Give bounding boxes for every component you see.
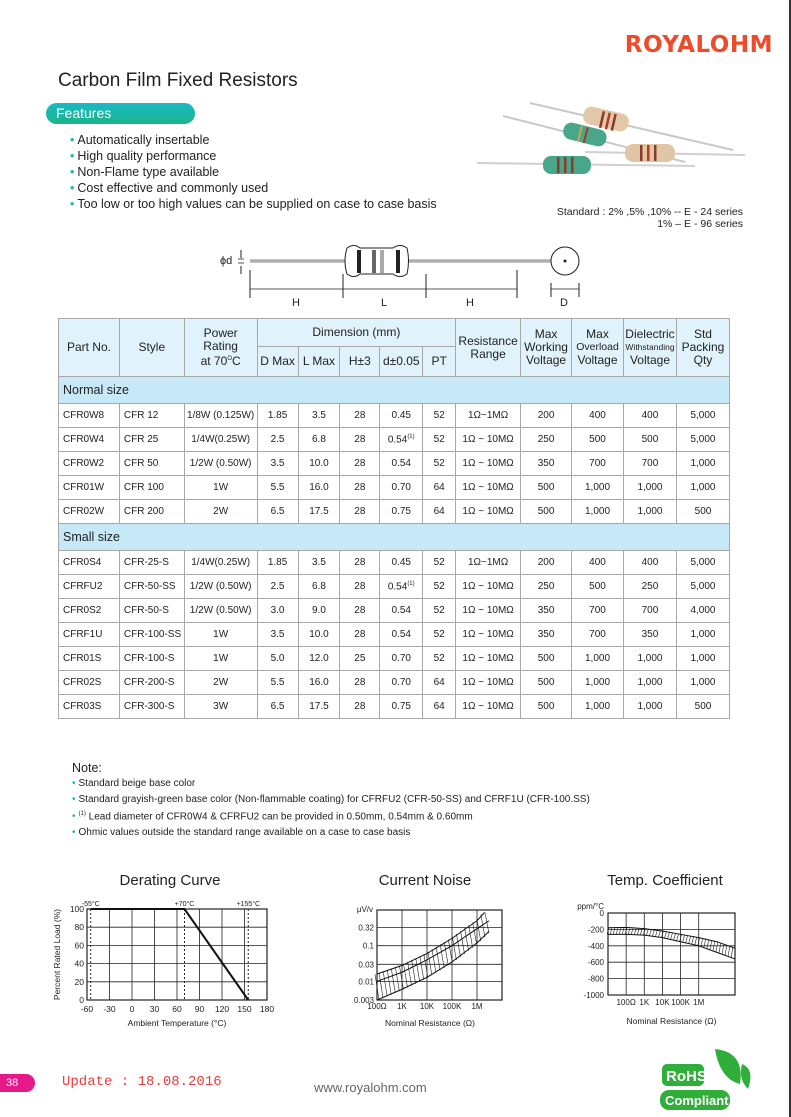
- cell-power: 1W: [184, 623, 257, 647]
- cell-dwv: 400: [623, 551, 676, 575]
- table-row: [59, 647, 730, 671]
- note-item: • Ohmic values outside the standard range available on a case to case basis: [72, 826, 411, 838]
- table-row: [59, 428, 730, 452]
- header-h: H±3: [340, 347, 380, 377]
- cell-dwv: 1,000: [623, 647, 676, 671]
- cell-lmax: 6.8: [298, 428, 340, 452]
- y-tick-label: -200: [587, 925, 604, 935]
- cell-part: CFRF1U: [59, 623, 120, 647]
- cell-part: CFR02S: [59, 671, 120, 695]
- y-tick-label: -1000: [583, 991, 604, 1000]
- header-resistance-range: Resistance Range: [456, 319, 521, 377]
- cell-part: CFR01S: [59, 647, 120, 671]
- cell-h: 28: [340, 671, 380, 695]
- y-tick-label: 80: [74, 922, 84, 933]
- cell-pt: 52: [423, 623, 456, 647]
- bullet-icon: •: [70, 197, 75, 211]
- note-item: • $^{(1)}$ Lead diameter of CFR0W4 & CFRFU2 can be provided in 0.50mm, 0.54mm & 0.60mm: [72, 811, 473, 823]
- noise-chart: [320, 895, 520, 1035]
- cell-mov: 1,000: [572, 695, 624, 719]
- cell-mwv: 350: [521, 623, 572, 647]
- table-row: [59, 575, 730, 599]
- cell-pt: 52: [423, 599, 456, 623]
- footnote-marker: (1): [407, 433, 415, 440]
- cell-d: 0.70: [380, 647, 423, 671]
- group-label: Small size: [59, 524, 730, 551]
- notes-title: Note:: [72, 761, 102, 775]
- cell-pt: 52: [423, 452, 456, 476]
- cell-range: 1Ω ~ 10MΩ: [456, 476, 521, 500]
- cell-d: 0.54: [380, 623, 423, 647]
- cell-range: 1Ω ~ 10MΩ: [456, 428, 521, 452]
- bullet-icon: •: [70, 181, 75, 195]
- cell-mov: 700: [572, 452, 624, 476]
- cell-dmax: 5.0: [257, 647, 298, 671]
- group-header-row: [59, 524, 730, 551]
- cell-part: CFR0S4: [59, 551, 120, 575]
- rohs-compliant-badge: [650, 1044, 760, 1114]
- update-date: Update : 18.08.2016: [62, 1074, 222, 1090]
- cell-dwv: 700: [623, 599, 676, 623]
- cell-part: CFRFU2: [59, 575, 120, 599]
- dimension-label-h: H: [292, 297, 300, 309]
- cell-mwv: 500: [521, 695, 572, 719]
- table-row: [59, 452, 730, 476]
- cell-qty: 1,000: [676, 476, 729, 500]
- cell-range: 1Ω ~ 10MΩ: [456, 575, 521, 599]
- leaf-icon: [741, 1064, 751, 1089]
- cell-lmax: 3.5: [298, 404, 340, 428]
- cell-range: 1Ω ~ 10MΩ: [456, 623, 521, 647]
- cell-mwv: 200: [521, 551, 572, 575]
- cell-power: 1/2W (0.50W): [184, 575, 257, 599]
- brand-logo: ROYALOHM: [624, 32, 773, 58]
- cell-dmax: 1.85: [257, 404, 298, 428]
- y-tick-label: -600: [587, 958, 604, 968]
- resistor-beige-1: [530, 103, 733, 150]
- x-tick-label: 150: [237, 1004, 252, 1014]
- x-tick-label: 90: [194, 1004, 205, 1014]
- cell-range: 1Ω ~ 10MΩ: [456, 671, 521, 695]
- y-tick-label: 100: [69, 904, 84, 914]
- bullet-icon: •: [70, 133, 75, 147]
- cell-dwv: 1,000: [623, 500, 676, 524]
- cell-qty: 4,000: [676, 599, 729, 623]
- y-tick-label: 0: [599, 909, 604, 918]
- features-list: [70, 132, 437, 212]
- x-tick-label: 10K: [655, 998, 670, 1007]
- y-tick-label: 0.03: [358, 960, 374, 970]
- cell-range: 1Ω~1MΩ: [456, 551, 521, 575]
- x-tick-label: 120: [214, 1004, 230, 1014]
- cell-dmax: 5.5: [257, 671, 298, 695]
- table-row: [59, 500, 730, 524]
- cell-part: CFR0S2: [59, 599, 120, 623]
- cell-d: 0.75: [380, 695, 423, 719]
- phi-d-label: ϕd: [220, 255, 233, 267]
- cell-h: 28: [340, 428, 380, 452]
- cell-mwv: 500: [521, 500, 572, 524]
- bullet-icon: •: [70, 165, 75, 179]
- cell-lmax: 16.0: [298, 476, 340, 500]
- cell-d: 0.54: [380, 452, 423, 476]
- cell-style: CFR-50-S: [119, 599, 184, 623]
- cell-style: CFR-100-SS: [119, 623, 184, 647]
- x-tick-label: 30: [149, 1004, 160, 1014]
- cell-h: 28: [340, 500, 380, 524]
- cell-qty: 1,000: [676, 623, 729, 647]
- annotation-label: +70°C: [174, 901, 195, 908]
- feature-item: • Automatically insertable: [70, 133, 210, 147]
- cell-pt: 52: [423, 428, 456, 452]
- cell-mov: 400: [572, 551, 624, 575]
- bullet-icon: •: [70, 149, 75, 163]
- cell-qty: 1,000: [676, 671, 729, 695]
- cell-range: 1Ω ~ 10MΩ: [456, 647, 521, 671]
- tempco-chart-title: Temp. Coefficient: [607, 872, 723, 889]
- cell-qty: 5,000: [676, 404, 729, 428]
- dimension-label-d: D: [560, 297, 568, 309]
- y-tick-label: 0.01: [358, 977, 374, 987]
- cell-pt: 52: [423, 551, 456, 575]
- cell-mov: 1,000: [572, 476, 624, 500]
- cell-power: 3W: [184, 695, 257, 719]
- features-heading: Features: [46, 103, 195, 124]
- cell-dmax: 6.5: [257, 695, 298, 719]
- bullet-icon: •: [72, 811, 76, 823]
- cell-dmax: 2.5: [257, 575, 298, 599]
- cell-range: 1Ω ~ 10MΩ: [456, 452, 521, 476]
- annotation-label: -55°C: [81, 901, 100, 908]
- plot-area: [608, 913, 735, 995]
- page-number: 38: [0, 1074, 35, 1092]
- svg-text:RoHS: RoHS: [666, 1068, 707, 1085]
- cell-pt: 52: [423, 575, 456, 599]
- cell-power: 1/4W(0.25W): [184, 551, 257, 575]
- cell-mov: 400: [572, 404, 624, 428]
- bullet-icon: •: [72, 778, 76, 789]
- y-tick-label: 0.32: [358, 923, 374, 933]
- y-axis-label: Percent Rated Load (%): [52, 908, 62, 1001]
- cell-pt: 52: [423, 647, 456, 671]
- y-tick-label: 20: [74, 976, 84, 987]
- cell-qty: 5,000: [676, 575, 729, 599]
- cell-dmax: 6.5: [257, 500, 298, 524]
- group-header-row: [59, 377, 730, 404]
- x-tick-label: 1M: [471, 1002, 483, 1011]
- cell-lmax: 3.5: [298, 551, 340, 575]
- cell-mwv: 250: [521, 575, 572, 599]
- cell-lmax: 17.5: [298, 500, 340, 524]
- cell-style: CFR-300-S: [119, 695, 184, 719]
- cell-style: CFR 200: [119, 500, 184, 524]
- x-tick-label: 100K: [442, 1002, 462, 1011]
- feature-item: • High quality performance: [70, 149, 217, 163]
- y-tick-label: -800: [587, 974, 604, 984]
- note-item: • Standard grayish-green base color (Non-flammable coating) for CFRFU2 (CFR-50-SS) and CFRF1U (CFR-100.SS): [72, 793, 590, 805]
- x-tick-label: 1K: [397, 1002, 407, 1011]
- cell-pt: 64: [423, 671, 456, 695]
- cell-mov: 500: [572, 575, 624, 599]
- cell-d: 0.54$^{(1)}$: [380, 428, 423, 452]
- cell-lmax: 16.0: [298, 671, 340, 695]
- header-packing-qty: Std Packing Qty: [676, 319, 729, 377]
- cell-h: 28: [340, 452, 380, 476]
- cell-range: 1Ω ~ 10MΩ: [456, 599, 521, 623]
- cell-dwv: 350: [623, 623, 676, 647]
- x-tick-label: -60: [80, 1004, 94, 1014]
- cell-lmax: 10.0: [298, 623, 340, 647]
- cell-qty: 5,000: [676, 551, 729, 575]
- spec-table-body: [59, 377, 730, 719]
- x-tick-label: 1K: [639, 998, 650, 1007]
- cell-d: 0.75: [380, 500, 423, 524]
- cell-dmax: 5.5: [257, 476, 298, 500]
- table-row: [59, 404, 730, 428]
- cell-mwv: 500: [521, 671, 572, 695]
- cell-power: 1/4W(0.25W): [184, 428, 257, 452]
- cell-power: 1/2W (0.50W): [184, 599, 257, 623]
- group-label: Normal size: [59, 377, 730, 404]
- x-tick-label: -30: [103, 1004, 116, 1014]
- header-part-no: Part No.: [59, 319, 120, 377]
- cell-part: CFR01W: [59, 476, 120, 500]
- y-tick-label: 60: [74, 940, 84, 951]
- cell-style: CFR 100: [119, 476, 184, 500]
- x-tick-label: 100K: [671, 998, 690, 1007]
- cell-style: CFR-200-S: [119, 671, 184, 695]
- x-tick-label: 0: [129, 1004, 135, 1014]
- cell-range: 1Ω~1MΩ: [456, 404, 521, 428]
- cell-d: 0.54: [380, 599, 423, 623]
- x-tick-label: 100Ω: [616, 998, 636, 1007]
- cell-part: CFR0W2: [59, 452, 120, 476]
- x-axis-label: Nominal Resistance (Ω): [626, 1016, 717, 1026]
- header-pt: PT: [423, 347, 456, 377]
- cell-mov: 500: [572, 428, 624, 452]
- x-axis-label: Nominal Resistance (Ω): [385, 1018, 475, 1028]
- cell-pt: 64: [423, 695, 456, 719]
- bullet-icon: •: [72, 826, 76, 838]
- header-style: Style: [119, 319, 184, 377]
- cell-power: 1W: [184, 647, 257, 671]
- tempco-chart: [550, 895, 750, 1035]
- cell-d: 0.45: [380, 404, 423, 428]
- x-tick-label: 10K: [419, 1002, 435, 1011]
- cell-dwv: 1,000: [623, 671, 676, 695]
- table-row: [59, 623, 730, 647]
- header-dimension: Dimension (mm): [257, 319, 456, 347]
- cell-mwv: 500: [521, 647, 572, 671]
- y-tick-label: 0.1: [362, 941, 374, 951]
- cell-pt: 64: [423, 500, 456, 524]
- y-axis-unit: ppm/°C: [577, 902, 604, 911]
- feature-item: • Non-Flame type available: [70, 165, 220, 179]
- cell-pt: 52: [423, 404, 456, 428]
- cell-power: 1/2W (0.50W): [184, 452, 257, 476]
- annotation-label: +155°C: [236, 901, 261, 908]
- cell-mov: 700: [572, 599, 624, 623]
- table-row: [59, 671, 730, 695]
- cell-mwv: 200: [521, 404, 572, 428]
- dimension-diagram: [210, 238, 590, 310]
- plot-area: [377, 910, 502, 1000]
- cell-dwv: 400: [623, 404, 676, 428]
- cell-mwv: 350: [521, 452, 572, 476]
- cell-power: 2W: [184, 500, 257, 524]
- feature-item: • Cost effective and commonly used: [70, 181, 269, 195]
- cell-mwv: 250: [521, 428, 572, 452]
- cell-style: CFR-50-SS: [119, 575, 184, 599]
- footnote-marker: (1): [407, 580, 415, 587]
- cell-mov: 1,000: [572, 671, 624, 695]
- cell-mov: 700: [572, 623, 624, 647]
- cell-d: 0.54$^{(1)}$: [380, 575, 423, 599]
- cell-style: CFR 12: [119, 404, 184, 428]
- cell-qty: 1,000: [676, 452, 729, 476]
- cell-mov: 1,000: [572, 647, 624, 671]
- cell-h: 28: [340, 599, 380, 623]
- table-row: [59, 599, 730, 623]
- cell-style: CFR 50: [119, 452, 184, 476]
- y-tick-label: 40: [74, 958, 84, 969]
- header-d: d±0.05: [380, 347, 423, 377]
- y-tick-label: -400: [587, 941, 604, 951]
- cell-dmax: 1.85: [257, 551, 298, 575]
- table-row: [59, 695, 730, 719]
- cell-style: CFR 25: [119, 428, 184, 452]
- cell-power: 2W: [184, 671, 257, 695]
- header-l-max: L Max: [298, 347, 340, 377]
- cell-dmax: 3.5: [257, 623, 298, 647]
- cell-dmax: 2.5: [257, 428, 298, 452]
- cell-power: 1/8W (0.125W): [184, 404, 257, 428]
- cell-mwv: 350: [521, 599, 572, 623]
- cell-power: 1W: [184, 476, 257, 500]
- note-item: • Standard beige base color: [72, 778, 196, 789]
- cell-pt: 64: [423, 476, 456, 500]
- y-tick-label: 0.003: [353, 996, 374, 1005]
- dimension-label-h: H: [466, 297, 474, 309]
- derating-chart: [50, 895, 290, 1035]
- cell-lmax: 12.0: [298, 647, 340, 671]
- spec-table: [58, 318, 730, 719]
- cell-range: 1Ω ~ 10MΩ: [456, 500, 521, 524]
- cell-dwv: 250: [623, 575, 676, 599]
- cell-dmax: 3.5: [257, 452, 298, 476]
- cell-part: CFR03S: [59, 695, 120, 719]
- cell-dwv: 700: [623, 452, 676, 476]
- cell-h: 28: [340, 575, 380, 599]
- derating-chart-title: Derating Curve: [119, 872, 221, 889]
- cell-d: 0.70: [380, 476, 423, 500]
- cell-part: CFR0W4: [59, 428, 120, 452]
- cell-h: 28: [340, 404, 380, 428]
- cell-style: CFR-100-S: [119, 647, 184, 671]
- cell-part: CFR0W8: [59, 404, 120, 428]
- leaf-icon: [715, 1049, 741, 1084]
- cell-lmax: 10.0: [298, 452, 340, 476]
- header-max-working-voltage: Max Working Voltage: [521, 319, 572, 377]
- page-title: Carbon Film Fixed Resistors: [58, 70, 298, 91]
- table-row: [59, 476, 730, 500]
- x-tick-label: 1M: [693, 998, 705, 1007]
- x-tick-label: 60: [172, 1004, 182, 1014]
- header-d-max: D Max: [257, 347, 298, 377]
- cell-h: 28: [340, 695, 380, 719]
- cell-qty: 1,000: [676, 647, 729, 671]
- cell-range: 1Ω ~ 10MΩ: [456, 695, 521, 719]
- cell-lmax: 17.5: [298, 695, 340, 719]
- cell-qty: 500: [676, 695, 729, 719]
- y-axis-unit: μV/v: [356, 905, 373, 914]
- cell-style: CFR-25-S: [119, 551, 184, 575]
- resistor-photo: [475, 100, 745, 185]
- cell-qty: 500: [676, 500, 729, 524]
- y-tick-label: 0: [79, 995, 84, 1005]
- svg-text:Compliant: Compliant: [665, 1093, 729, 1108]
- feature-item: • Too low or too high values can be supplied on case to case basis: [70, 197, 437, 211]
- cell-qty: 5,000: [676, 428, 729, 452]
- cell-d: 0.45: [380, 551, 423, 575]
- header-max-overload-voltage: Max Overload Voltage: [572, 319, 624, 377]
- x-tick-label: 180: [259, 1004, 275, 1014]
- cell-dwv: 1,000: [623, 476, 676, 500]
- cell-dwv: 500: [623, 428, 676, 452]
- cell-h: 25: [340, 647, 380, 671]
- x-axis-label: Ambient Temperature (°C): [127, 1018, 227, 1028]
- header-power-rating: Power Rating at $70^OC$: [184, 319, 257, 377]
- bullet-icon: •: [72, 793, 76, 805]
- cell-dmax: 3.0: [257, 599, 298, 623]
- cell-mwv: 500: [521, 476, 572, 500]
- cell-d: 0.70: [380, 671, 423, 695]
- cell-h: 28: [340, 551, 380, 575]
- dimension-label-l: L: [381, 297, 388, 309]
- website-link[interactable]: www.royalohm.com: [314, 1080, 427, 1095]
- tolerance-standard: Standard : 2% ,5% ,10% -- E - 24 series 1% – E - 96 series: [556, 206, 743, 230]
- cell-lmax: 9.0: [298, 599, 340, 623]
- cell-dwv: 1,000: [623, 695, 676, 719]
- cell-mov: 1,000: [572, 500, 624, 524]
- header-dielectric-voltage: Dielectric Withstanding Voltage: [623, 319, 676, 377]
- cell-lmax: 6.8: [298, 575, 340, 599]
- cell-part: CFR02W: [59, 500, 120, 524]
- notes-list: [72, 776, 590, 840]
- cell-h: 28: [340, 476, 380, 500]
- cell-h: 28: [340, 623, 380, 647]
- x-tick-label: 100Ω: [367, 1002, 387, 1011]
- table-row: [59, 551, 730, 575]
- noise-chart-title: Current Noise: [378, 872, 472, 889]
